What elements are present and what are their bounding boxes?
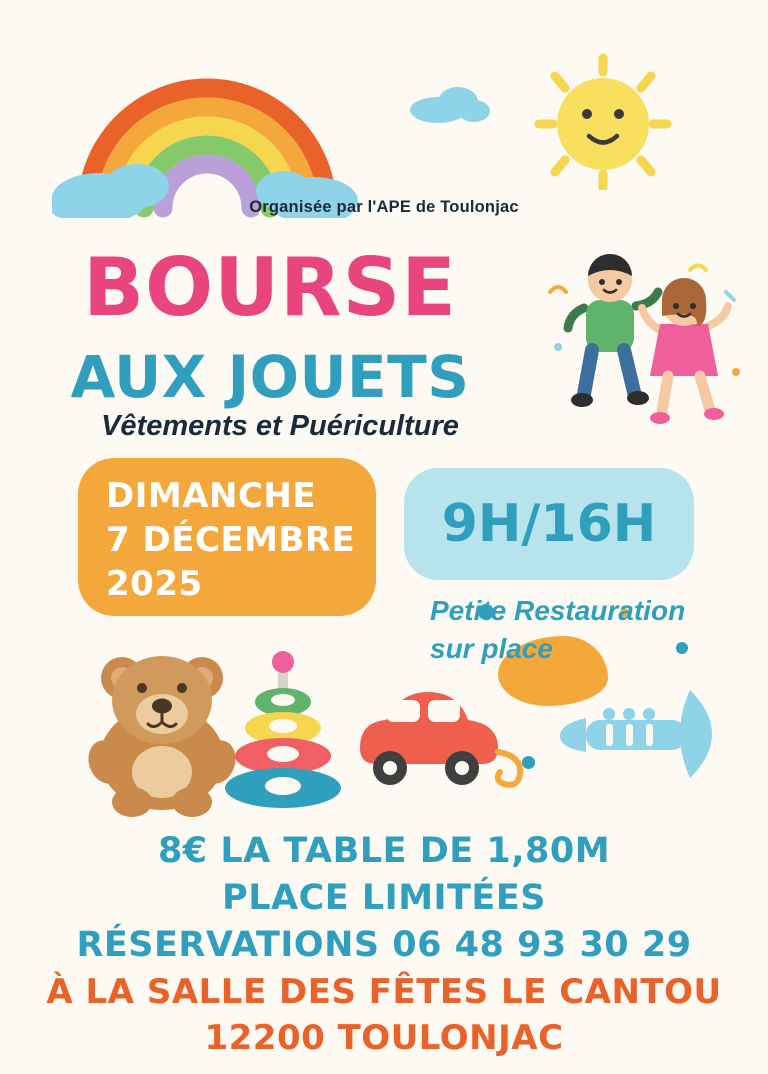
venue-line: À LA SALLE DES FÊTES LE CANTOU <box>46 972 722 1012</box>
children-illustration <box>540 252 750 452</box>
cloud-icon <box>410 80 490 129</box>
date-line-3: 2025 <box>106 564 203 604</box>
organiser-line: Organisée par l'APE de Toulonjac <box>249 198 519 216</box>
sun-icon <box>525 50 685 195</box>
toy-car-icon <box>360 692 520 785</box>
reservation-line: RÉSERVATIONS 06 48 93 30 29 <box>76 925 692 965</box>
availability-line: PLACE LIMITÉES <box>222 878 546 918</box>
footer-info <box>0 828 768 1061</box>
stacking-rings-icon <box>225 651 341 808</box>
catering-note: Petite Restauration sur place <box>430 595 686 664</box>
page-subtitle: AUX JOUETS <box>70 343 470 411</box>
trumpet-icon <box>560 690 712 778</box>
price-line: 8€ LA TABLE DE 1,80M <box>157 831 611 871</box>
city-line: 12200 TOULONJAC <box>204 1018 564 1058</box>
page-title: BOURSE <box>83 241 457 334</box>
date-line-1: DIMANCHE <box>106 476 317 516</box>
poster-tagline: Vêtements et Puériculture <box>101 410 459 442</box>
event-date-box <box>78 458 376 616</box>
event-time-box: 9H/16H <box>404 468 694 580</box>
teddy-bear-icon <box>83 656 241 817</box>
rainbow-icon <box>52 58 372 218</box>
date-line-2: 7 DÉCEMBRE <box>106 520 356 560</box>
